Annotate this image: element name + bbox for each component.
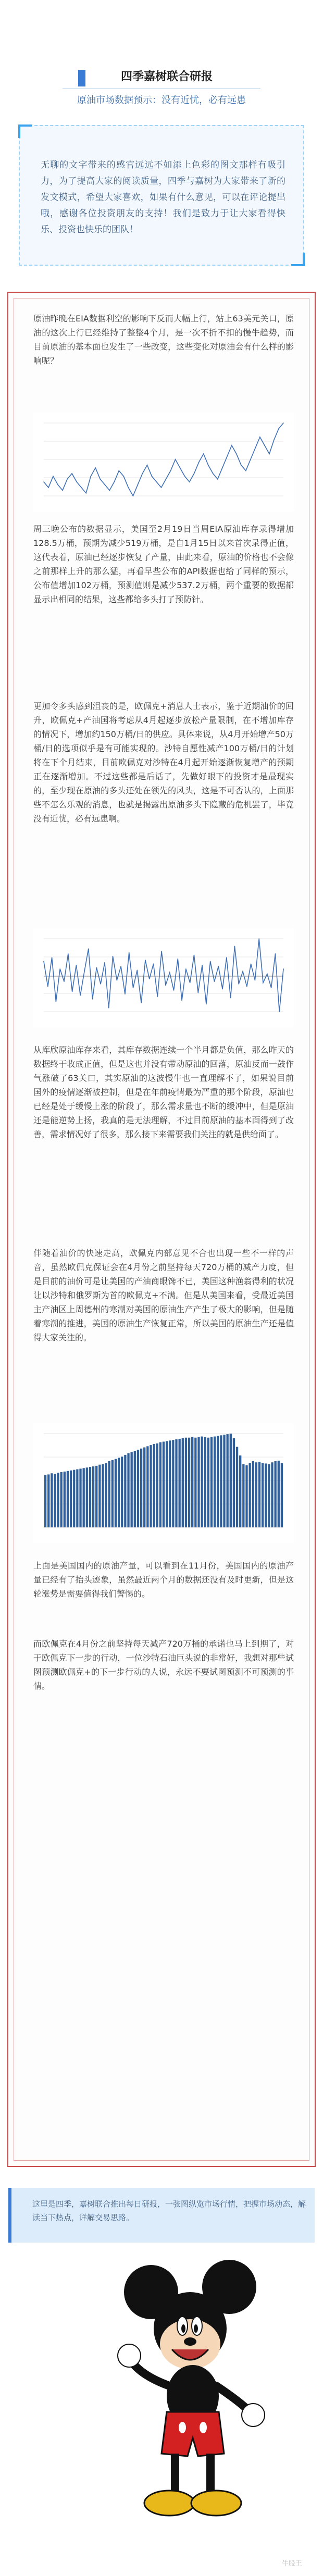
paragraph-4: 从库欣原油库存来看，其库存数据连续一个半月都是负值，那么昨天的数据终于收成正值，但是这也并没有带动原油的回落，原油反而一鼓作气涨破了63关口，其实原油的这波慢牛也一直理解不了，如果说目前国外的疫情逐渐被控制，但是在年前疫情最为严重的那个阶段，原油也已经是处于缓慢上涨的阶段了，那么需求量也不断的缓冲中，但是原油还是能逆势上扬，我真的是无法理解，不过目前原油的基本面得到了改善，需求情况好了很多，那么接下来需要我们关注的就是供给面了。 <box>33 1045 294 1139</box>
data-point <box>227 456 228 457</box>
data-point <box>203 453 204 454</box>
data-point <box>255 980 256 981</box>
bar <box>102 1464 104 1527</box>
data-point <box>117 980 118 981</box>
chart-crude-price <box>33 413 294 512</box>
main-content-frame <box>7 292 316 2167</box>
data-point <box>43 481 44 482</box>
data-point <box>173 990 175 991</box>
bar <box>233 1438 235 1527</box>
bar <box>153 1444 155 1527</box>
data-point <box>157 996 158 997</box>
data-point <box>85 493 86 494</box>
data-point <box>234 946 235 947</box>
data-point <box>231 445 232 446</box>
data-point <box>59 968 60 969</box>
bar <box>197 1437 200 1527</box>
data-point <box>264 445 265 446</box>
data-point <box>271 987 272 988</box>
data-point <box>177 959 178 960</box>
data-point <box>133 987 134 988</box>
bar <box>278 1461 280 1527</box>
data-point <box>81 487 82 488</box>
mascot-left-glove <box>118 2344 141 2367</box>
footer-text: 这里是四季，嘉树联合推出每日研报，一张图纵览市场行情，把握市场动态，解读当下热点，详解交易思路。 <box>32 2199 306 2222</box>
bar <box>159 1442 162 1527</box>
bar <box>262 1463 264 1527</box>
bar <box>169 1440 171 1527</box>
watermark-text: 牛股王 <box>281 2560 302 2568</box>
mascot-red-shorts <box>162 2412 224 2456</box>
data-point <box>198 462 200 463</box>
data-point <box>250 459 251 460</box>
footer-info-box <box>8 2188 315 2243</box>
data-point <box>279 1011 280 1012</box>
bar <box>245 1465 247 1527</box>
data-point <box>169 972 170 973</box>
data-point <box>184 476 185 477</box>
bar <box>60 1472 63 1527</box>
data-point <box>222 467 223 468</box>
us-production-bar-chart <box>33 1423 294 1543</box>
data-point <box>153 963 154 964</box>
bar <box>76 1469 78 1527</box>
data-point <box>161 487 162 488</box>
bar <box>95 1466 97 1527</box>
data-point <box>52 957 53 958</box>
data-point <box>43 961 44 962</box>
data-point <box>95 467 96 468</box>
data-point <box>48 487 49 488</box>
data-point <box>214 981 215 982</box>
bar <box>108 1461 110 1527</box>
bar <box>67 1471 69 1527</box>
bar <box>89 1467 91 1527</box>
bar <box>207 1438 209 1527</box>
data-point <box>217 479 218 480</box>
data-point <box>230 998 231 999</box>
intro-text: 无聊的文字带来的感官远远不如添上色彩的图文那样有吸引力，为了提高大家的阅读质量，四季与嘉树为大家带来了新的发文模式，希望大家喜欢，如果有什么意见，可以在评论提出哦，感谢各位投资朋友的支持！我们是致力于让大家看得快乐、投资也快乐的团队！ <box>41 160 285 235</box>
bar <box>111 1460 114 1527</box>
bar <box>51 1473 53 1527</box>
data-point <box>114 481 115 482</box>
bar <box>268 1464 270 1527</box>
data-point <box>104 962 105 963</box>
data-point <box>194 955 195 956</box>
cushing-inventory-line-chart <box>33 928 294 1027</box>
data-point <box>222 989 223 990</box>
data-point <box>120 966 121 967</box>
bar <box>83 1468 85 1527</box>
data-point <box>62 490 63 491</box>
data-point <box>283 422 284 424</box>
bar <box>64 1472 66 1527</box>
bar <box>179 1439 181 1527</box>
data-point <box>108 1007 109 1009</box>
data-point <box>226 957 227 958</box>
data-point <box>197 992 198 993</box>
mascot-nose <box>184 2337 196 2346</box>
bar <box>223 1435 225 1527</box>
data-point <box>71 473 72 474</box>
data-point <box>165 985 166 986</box>
data-point <box>80 995 81 996</box>
intro-box <box>19 125 304 266</box>
bar <box>182 1438 184 1527</box>
data-point <box>263 982 264 984</box>
data-point <box>255 448 256 449</box>
bar <box>86 1467 88 1527</box>
data-point <box>138 484 139 486</box>
chart-cushing-inventory <box>33 928 294 1027</box>
data-point <box>68 953 69 954</box>
data-point <box>147 465 148 466</box>
data-point <box>92 999 93 1000</box>
bar <box>156 1443 158 1527</box>
bar <box>73 1470 75 1527</box>
mascot-left-shoe <box>144 2491 194 2516</box>
bar <box>124 1455 126 1527</box>
data-point <box>156 481 157 482</box>
data-point <box>251 963 252 964</box>
data-point <box>185 968 187 969</box>
data-point <box>133 495 134 496</box>
bar <box>146 1446 148 1527</box>
report-subtitle: 原油市场数据预示：没有近忧，必有远患 <box>77 95 246 106</box>
data-point <box>258 938 259 939</box>
bar <box>227 1434 229 1527</box>
data-point <box>100 479 101 480</box>
bar <box>115 1459 117 1527</box>
paragraph-7: 而欧佩克在4月份之前坚持每天减产720万桶的承诺也马上到期了，对于欧佩克下一步的行动，一位沙特石油巨头说的非常好，我想对那些试图预测欧佩克+的下一步行动的人说，永远不要试图预测不可预测的事情。 <box>33 1639 294 1691</box>
bar <box>185 1438 187 1527</box>
bar <box>150 1445 152 1527</box>
data-point <box>145 960 146 961</box>
bar <box>204 1437 206 1527</box>
bar <box>271 1462 273 1527</box>
data-point <box>123 476 125 477</box>
data-point <box>96 967 97 968</box>
bar <box>281 1463 283 1527</box>
bar <box>236 1447 238 1527</box>
bar <box>172 1440 174 1527</box>
bar <box>44 1475 46 1527</box>
data-point <box>125 993 126 994</box>
bar <box>121 1457 123 1527</box>
data-point <box>149 978 150 979</box>
data-point <box>113 956 114 957</box>
corner-decoration-bottom-right <box>291 253 305 266</box>
data-point <box>181 1000 182 1001</box>
crude-price-line-chart <box>33 413 294 512</box>
data-point <box>76 965 77 966</box>
mascot-right-shoe <box>191 2491 241 2516</box>
data-point <box>236 453 237 454</box>
bar <box>134 1451 136 1527</box>
data-point <box>238 984 239 985</box>
data-point <box>267 974 268 975</box>
paragraph-3: 更加令多头感到沮丧的是，欧佩克+消息人士表示，鉴于近期油价的回升，欧佩克+产油国将考虑从4月起逐步放松产量限制，在不增加库存的情况下，增加约150万桶/日的供应。具体来说，从4月开始增产50万桶/日的选项似乎是有可能实现的。沙特自愿性减产100万桶/日的计划将在下个月结束，目前欧佩克对沙特在4月起开始逐渐恢复增产的预期正在逐渐增加。不过这些都是后话了，先做好眼下的投资才是最现实的，至少现在原油的多头还处在领先的风头，这是不可否认的，上面那些不怎么乐观的消息，也就是揭露出原油多头下隐藏的危机罢了，毕竟没有近忧，必有远患啊。 <box>33 701 294 824</box>
mascot-right-glove <box>242 2404 265 2426</box>
bar <box>54 1474 56 1527</box>
data-point <box>109 490 110 491</box>
data-point <box>56 1001 57 1002</box>
paragraph-6: 上面是美国国内的原油产量，可以看到在11月份，美国国内的原油产量已经有了抬头迹象，虽然最近两个月的数据还没有及时更新，但是这轮涨势是需要值得我们警惕的。 <box>33 1561 294 1599</box>
bar <box>163 1441 165 1527</box>
bar <box>127 1453 129 1527</box>
data-point <box>269 453 270 454</box>
data-point <box>278 428 279 429</box>
data-point <box>190 982 191 984</box>
data-point <box>88 949 89 950</box>
data-point <box>180 467 181 468</box>
bar <box>143 1448 145 1527</box>
data-point <box>213 473 214 474</box>
data-point <box>67 479 68 480</box>
data-point <box>241 465 242 466</box>
data-point <box>259 437 260 438</box>
data-point <box>202 965 203 966</box>
data-point <box>283 968 284 969</box>
bar <box>252 1461 254 1527</box>
paragraph-5: 伴随着油价的快速走高，欧佩克内部意见不合也出现一些不一样的声音，虽然欧佩克保证会在4月份之前坚持每天720万桶的减产力度，但是目前的油价可是让美国的产油商眼馋不已，美国这种渔翁得利的状况让以沙特和俄罗斯为首的欧佩克+不满。但是从美国来看，受最近美国主产油区上周德州的寒潮对美国的原油生产产生了极大的影响，但是随着寒潮的推进，美国的原油生产恢复正常，所以美国的原油生产还是值得大家关注的。 <box>33 1248 294 1342</box>
data-point <box>141 1002 142 1003</box>
data-point <box>76 481 77 482</box>
header-accent-bar <box>78 70 85 86</box>
bar <box>255 1462 257 1527</box>
bar <box>242 1464 244 1527</box>
data-point <box>57 484 58 486</box>
data-point <box>64 981 65 982</box>
bar <box>220 1435 222 1527</box>
data-point <box>242 971 243 972</box>
data-point <box>189 481 190 482</box>
data-point <box>142 473 143 474</box>
data-point <box>100 984 101 985</box>
chart-us-production <box>33 1423 294 1543</box>
data-point <box>152 476 153 477</box>
data-point <box>104 484 105 486</box>
corner-decoration-top-left <box>18 125 32 138</box>
bar <box>131 1452 133 1527</box>
bar <box>47 1474 49 1527</box>
bar <box>175 1439 177 1527</box>
bar <box>265 1463 267 1527</box>
bar <box>214 1437 216 1527</box>
bar <box>249 1463 251 1527</box>
bar <box>105 1463 107 1527</box>
paragraph-2: 周三晚公布的数据显示，美国至2月19日当周EIA原油库存录得增加128.5万桶，预期为减少519万桶，是自1月15日以来首次录得正值，这代表着，原油已经逐步恢复了产量，由此来看，原油的价格也不会像之前那样上升的那么猛，再看早些公布的API数据也给了同样的预示，公布值增加102万桶，预测值则是减少537.2万桶，两个重要的数据都显示出相同的结果，这些都给多头打了预防针。 <box>33 524 294 604</box>
data-point <box>90 476 91 477</box>
data-point <box>166 479 167 480</box>
report-title: 四季嘉树联合研报 <box>120 70 213 83</box>
bar <box>188 1438 190 1527</box>
report-header <box>0 0 323 120</box>
data-point <box>53 476 54 477</box>
bar <box>210 1437 213 1527</box>
bar <box>230 1434 232 1527</box>
bar <box>217 1436 219 1527</box>
data-point <box>194 473 195 474</box>
data-point <box>275 953 276 954</box>
bar <box>118 1458 120 1527</box>
data-point <box>161 951 162 952</box>
bar <box>191 1437 193 1527</box>
bar <box>201 1437 203 1527</box>
bar <box>166 1441 168 1527</box>
data-point <box>206 1004 207 1005</box>
data-point <box>170 470 171 471</box>
bar <box>92 1466 94 1527</box>
data-point <box>218 966 219 967</box>
data-point <box>47 986 48 987</box>
data-point <box>210 961 211 962</box>
bar <box>258 1462 260 1527</box>
bar <box>70 1471 72 1527</box>
bar <box>140 1449 142 1527</box>
bar <box>275 1461 277 1527</box>
data-point <box>128 487 129 488</box>
paragraph-1: 原油昨晚在EIA数据利空的影响下反而大幅上行，站上63美元关口，原油的这次上行已经维持了整整4个月，是一次不折不扣的慢牛趋势，而目前原油的基本面也发生了一些改变，这些变化对原油会有什么样的影响呢？ <box>33 314 294 366</box>
data-point <box>84 971 85 972</box>
data-point <box>245 470 246 471</box>
data-point <box>137 970 138 971</box>
bar <box>57 1473 59 1527</box>
data-point <box>72 991 73 992</box>
data-point <box>274 440 275 441</box>
data-point <box>208 465 209 466</box>
bar <box>79 1469 81 1527</box>
data-point <box>246 986 247 987</box>
bar <box>98 1465 101 1527</box>
bar <box>239 1455 241 1527</box>
data-point <box>175 459 176 460</box>
data-point <box>119 470 120 471</box>
mickey-mouse-illustration <box>109 2256 276 2537</box>
bar <box>194 1438 196 1527</box>
bar <box>137 1450 139 1527</box>
data-point <box>129 952 130 953</box>
